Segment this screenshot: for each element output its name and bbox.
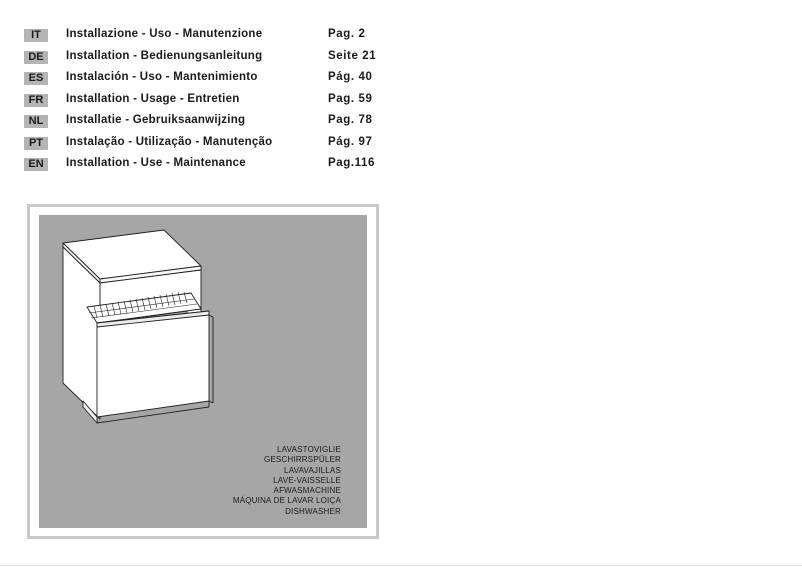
cover-frame [27,204,379,539]
product-name-nl: AFWASMACHINE [273,486,341,496]
language-index [24,27,384,178]
language-badge-nl: NL [24,115,48,128]
toc-title-nl: Installatie - Gebruiksaanwijzing [66,114,246,126]
toc-row-it[interactable] [24,27,384,49]
toc-title-es: Instalación - Uso - Mantenimiento [66,71,258,83]
product-name-es: LAVAVAJILLAS [284,465,341,475]
language-badge-it: IT [24,29,48,42]
toc-page-es: Pág. 40 [328,71,373,83]
product-name-de: GESCHIRRSPÜLER [263,455,341,465]
language-badge-en: EN [24,158,48,171]
product-name-it: LAVASTOVIGLIE [277,445,341,454]
toc-page-fr: Pag. 59 [328,92,373,105]
toc-page-nl: Pag. 78 [328,114,373,126]
toc-row-en[interactable] [24,156,384,178]
toc-page-pt: Pág. 97 [328,135,373,148]
page-bottom-divider [0,565,802,566]
language-badge-es: ES [24,72,48,85]
toc-row-de[interactable] [24,49,384,71]
toc-row-es[interactable] [24,70,384,92]
toc-title-en: Installation - Use - Maintenance [66,157,246,169]
toc-row-pt[interactable] [24,135,384,157]
toc-row-nl[interactable] [24,113,384,135]
toc-title-de: Installation - Bedienungsanleitung [66,49,263,62]
toc-title-pt: Instalação - Utilização - Manutenção [66,135,273,148]
toc-page-de: Seite 21 [328,49,377,62]
product-name-fr: LAVE-VAISSELLE [273,475,341,485]
cover-panel [39,215,367,528]
language-badge-fr: FR [24,94,48,107]
toc-row-fr[interactable] [24,92,384,114]
product-names [233,445,341,517]
language-badge-pt: PT [24,137,48,150]
product-name-en: DISHWASHER [285,506,341,516]
toc-page-en: Pag.116 [328,157,376,169]
toc-title-fr: Installation - Usage - Entretien [66,92,240,105]
toc-title-it: Installazione - Uso - Manutenzione [66,28,263,40]
toc-page-it: Pag. 2 [328,28,366,40]
language-badge-de: DE [24,51,48,64]
product-name-pt: MÁQUINA DE LAVAR LOIÇA [232,496,341,506]
